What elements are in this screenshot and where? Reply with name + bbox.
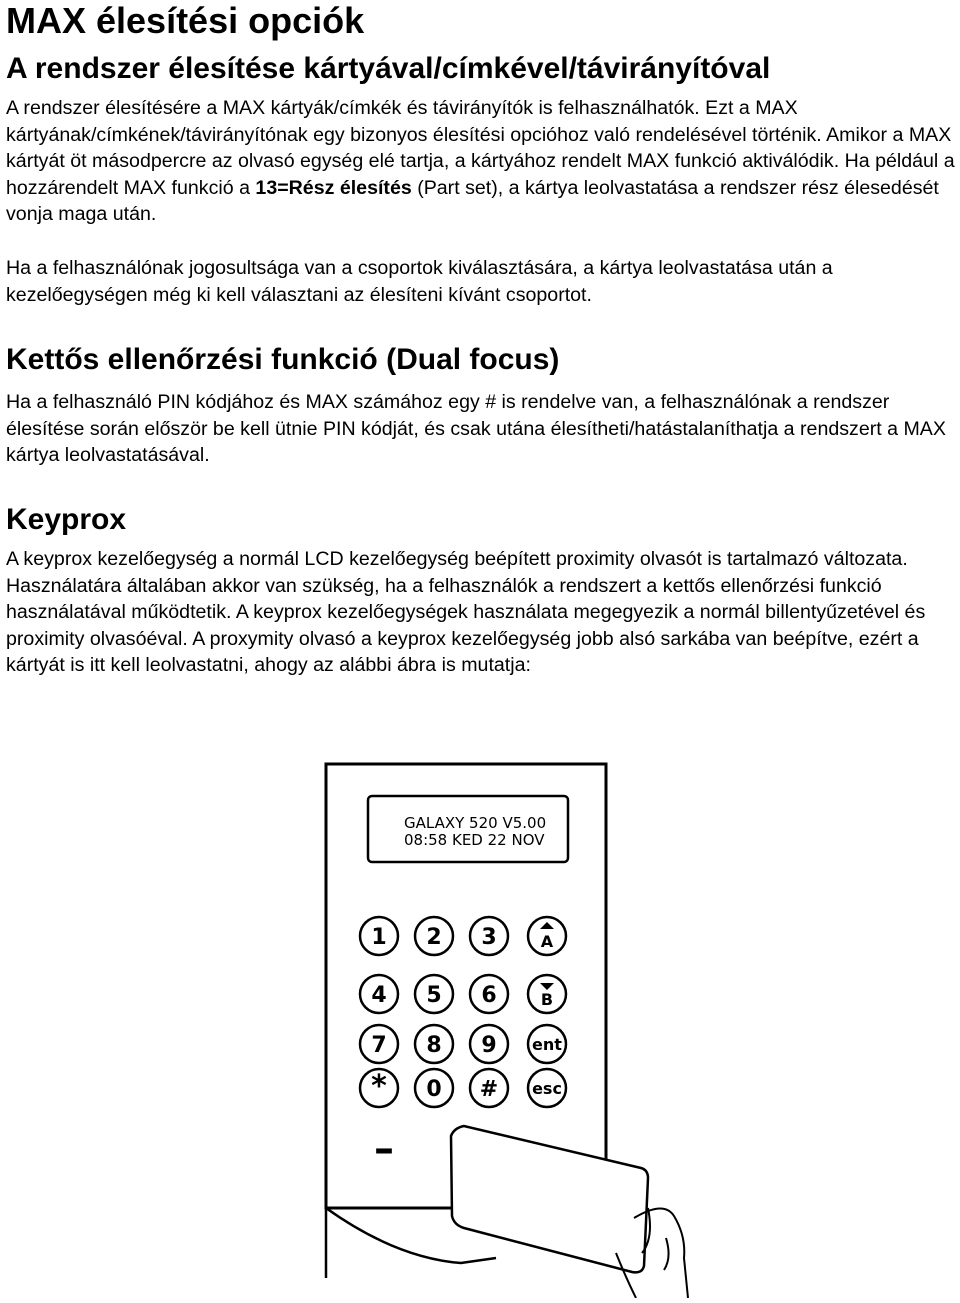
prox-card	[451, 1126, 648, 1272]
key-9-label: 9	[481, 1033, 497, 1058]
key-A-label: A	[540, 932, 554, 951]
keyprox-illustration	[196, 738, 716, 1298]
key-*-label: *	[371, 1069, 387, 1104]
key-4-label: 4	[371, 983, 387, 1008]
key-esc-label: esc	[532, 1079, 562, 1098]
paragraph-group-selection: Ha a felhasználónak jogosultsága van a csoportok kiválasztására, a kártya leolvastatása után a kezelőegységen még ki kell választani az élesíteni kívánt csoportot.	[6, 257, 833, 306]
key-B-label: B	[540, 990, 554, 1009]
paragraph-keyprox: A keyprox kezelőegység a normál LCD kezelőegység beépített proximity olvasót is tartalmazó változata. Használatára általában akkor van szükség, ha a felhasználók a rendszert a kettős ellenőrzési funkció használatával működtetik. A keyprox kezelőegységek használata megegyezik a normál billentyűzetével és proximity olvasóéval. A proxymity olvasó a keyprox kezelőegység jobb alsó sarkába van beépítve, ezért a kártyát is itt kell leolvastatni, ahogy az alábbi ábra is mutatja:	[6, 548, 926, 677]
key-ent-label: ent	[532, 1035, 562, 1054]
key-2-label: 2	[426, 925, 442, 950]
key-0-label: 0	[426, 1077, 442, 1102]
key-6-label: 6	[481, 983, 497, 1008]
paragraph-text: (Part set), a kártya leolvastatása a rendszer rész élesedését vonja maga után.	[6, 176, 939, 226]
paragraph-text: A rendszer élesítésére a MAX kártyák/címkék és távirányítók is felhasználhatók. Ezt a MAX kártyának/címkének/távirányítónak egy bizonyos élesítési opcióhoz való rendelésével történik. Amikor a MAX kártyát öt másodpercre az olvasó egység elé tartja, a kártyához rendelt MAX funkció aktiválódik. Ha például a hozzárendelt MAX funkció a	[6, 97, 955, 199]
key-8-label: 8	[426, 1033, 442, 1058]
key-1-label: 1	[371, 925, 387, 950]
paragraph-card-arming	[6, 95, 958, 228]
paragraph-dual-focus: Ha a felhasználó PIN kódjához és MAX számához egy # is rendelve van, a felhasználónak a rendszer élesítése során először be kell ütnie PIN kódját, és csak utána élesítheti/hatástalaníthatja a rendszert a MAX kártya leolvastatásával.	[6, 391, 946, 467]
key-5-label: 5	[426, 983, 442, 1008]
key-#-label: #	[479, 1077, 499, 1102]
lcd-line-2: 08:58 KED 22 NOV	[404, 831, 545, 849]
section-heading-dual-focus: Kettős ellenőrzési funkció (Dual focus)	[6, 343, 560, 376]
prox-reader-mark: –	[374, 1126, 394, 1172]
page-title: MAX élesítési opciók	[6, 0, 365, 41]
key-7-label: 7	[371, 1033, 387, 1058]
lcd-line-1: GALAXY 520 V5.00	[404, 814, 547, 832]
section-heading-keyprox: Keyprox	[6, 503, 127, 536]
paragraph-bold-term: 13=Rész élesítés	[255, 176, 412, 199]
section-heading-card-arming: A rendszer élesítése kártyával/címkével/távirányítóval	[6, 52, 771, 85]
key-3-label: 3	[481, 925, 497, 950]
